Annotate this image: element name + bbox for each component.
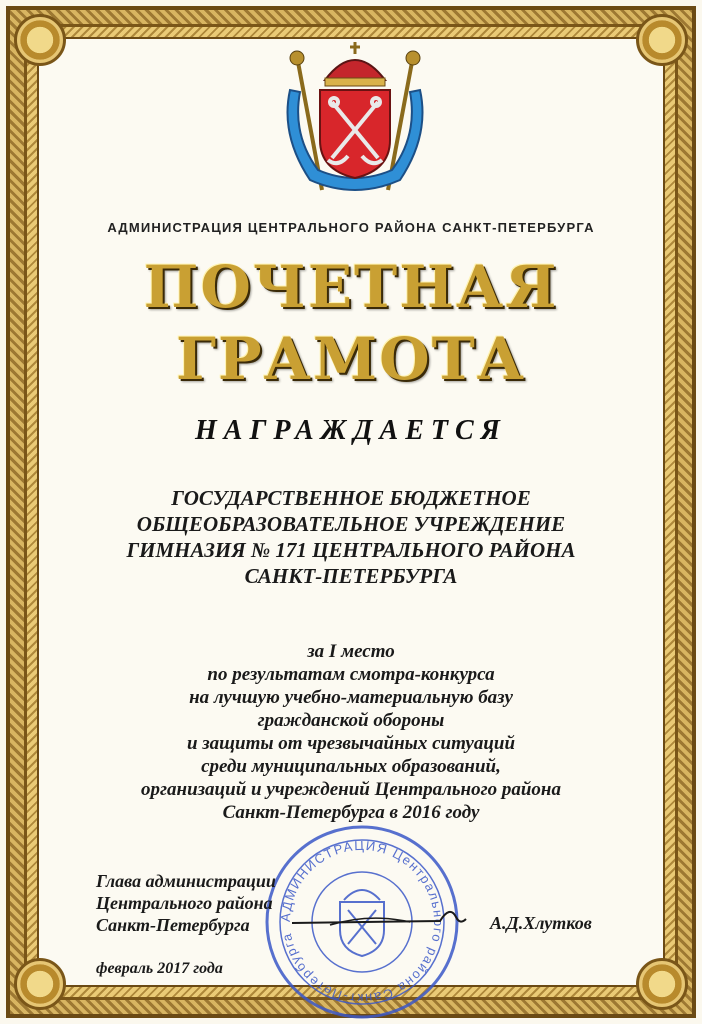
- signatory-position: [96, 870, 276, 936]
- recipient-line: ОБЩЕОБРАЗОВАТЕЛЬНОЕ УЧРЕЖДЕНИЕ: [136, 512, 566, 536]
- award-reason: [60, 640, 642, 824]
- awarded-label: НАГРАЖДАЕТСЯ: [195, 415, 507, 446]
- reason-line: и защиты от чрезвычайных ситуаций: [186, 733, 516, 754]
- signatory-name: А.Д.Хлутков: [490, 913, 592, 933]
- signatory-position-line: Центрального района: [96, 893, 273, 913]
- signature-icon: [290, 895, 470, 935]
- coat-of-arms-icon: [270, 40, 440, 205]
- recipient-line: ГИМНАЗИЯ № 171 ЦЕНТРАЛЬНОГО РАЙОНА: [126, 538, 576, 562]
- recipient-line: САНКТ-ПЕТЕРБУРГА: [244, 564, 458, 588]
- reason-line: на лучшую учебно-материальную базу: [189, 687, 513, 708]
- recipient-name: [60, 485, 642, 589]
- recipient-line: ГОСУДАРСТВЕННОЕ БЮДЖЕТНОЕ: [171, 486, 531, 510]
- reason-line: организаций и учреждений Центрального района: [141, 779, 561, 800]
- reason-line: Санкт-Петербурга в 2016 году: [222, 802, 480, 823]
- reason-line: среди муниципальных образований,: [201, 756, 501, 777]
- reason-line: за I место: [307, 641, 395, 662]
- certificate-title-line2: ГРАМОТА: [175, 325, 527, 393]
- crown-icon: [325, 42, 385, 86]
- issue-date: февраль 2017 года: [96, 960, 223, 977]
- reason-line: по результатам смотра-конкурса: [207, 664, 495, 685]
- issuing-authority: АДМИНИСТРАЦИЯ ЦЕНТРАЛЬНОГО РАЙОНА САНКТ-ПЕТЕРБУРГА: [107, 220, 595, 235]
- certificate-title-line1: ПОЧЕТНАЯ: [143, 253, 559, 321]
- signatory-position-line: Санкт-Петербурга: [96, 915, 250, 935]
- reason-line: гражданской обороны: [257, 710, 445, 731]
- seal-text: АДМИНИСТРАЦИЯ Центрального района Санкт-Петербурга: [277, 837, 447, 1007]
- signatory-position-line: Глава администрации: [96, 871, 276, 891]
